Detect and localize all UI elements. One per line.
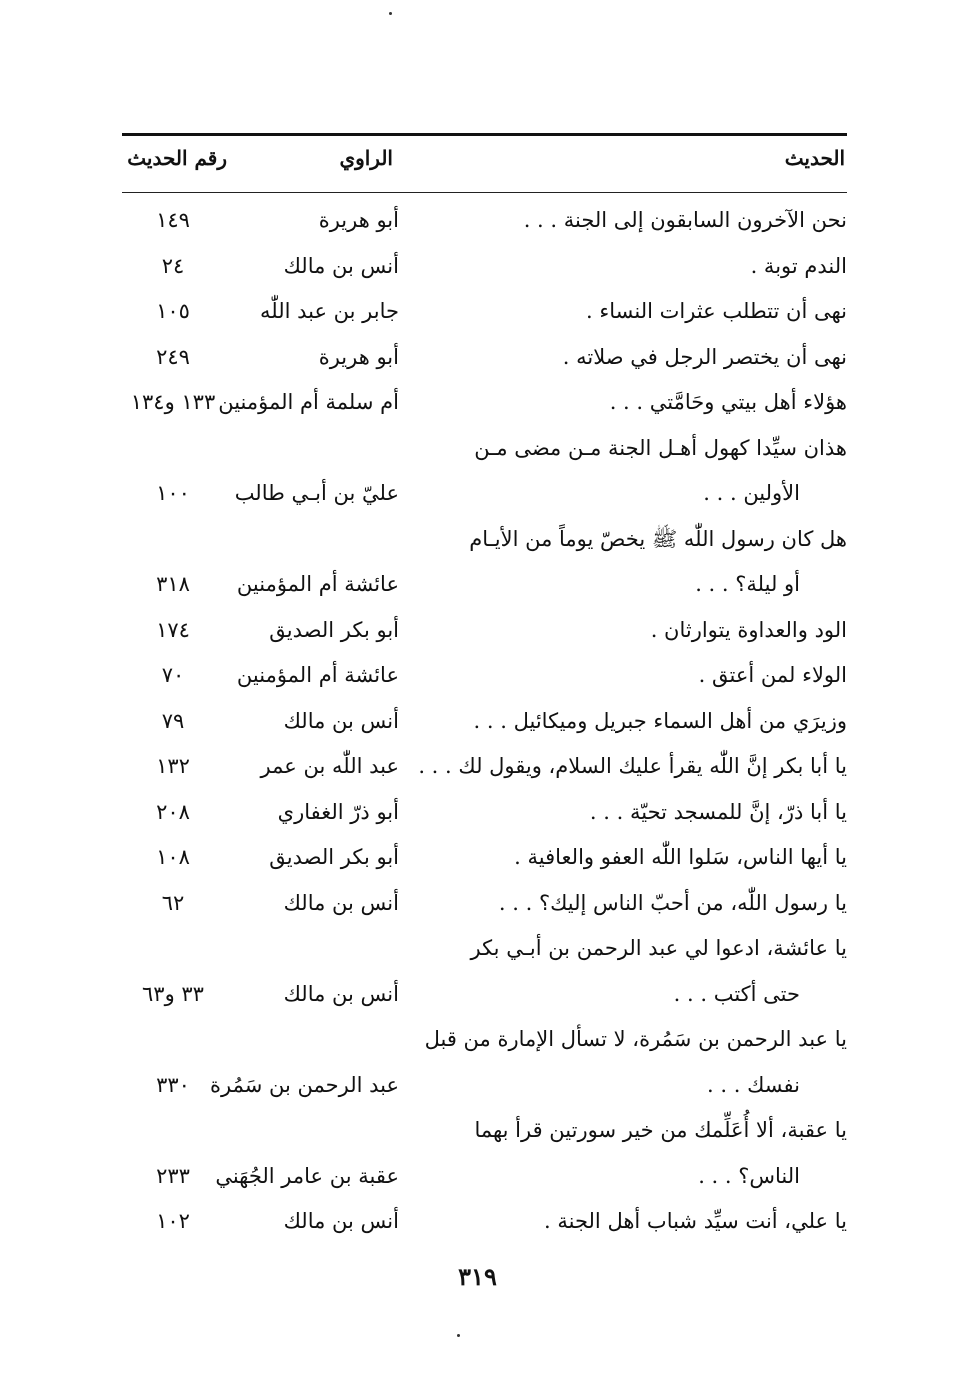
narrator: أنس بن مالك <box>283 890 399 915</box>
hadith-text: الناس؟ . . . <box>698 1163 800 1188</box>
hadith-text: حتى أكتب . . . <box>673 981 800 1006</box>
bottom-speck <box>457 1334 460 1337</box>
hadith-text: نحن الآخرون السابقون إلى الجنة . . . <box>523 208 847 232</box>
table-row <box>0 198 955 244</box>
hadith-number: ١٠٠ <box>156 481 190 505</box>
hadith-text: الولاء لمن أعتق . <box>698 663 847 687</box>
narrator: أم سلمة أم المؤمنين <box>218 390 399 414</box>
narrator: عبد اللّٰه بن عمر <box>260 754 399 778</box>
hadith-text: يا رسول اللّٰه، من أحبّ الناس إليك؟ . . . <box>498 890 847 915</box>
narrator: عائشة أم المؤمنين <box>236 663 399 687</box>
table-row <box>0 1017 955 1063</box>
hadith-text: الندم توبة . <box>750 253 847 278</box>
narrator: أنس بن مالك <box>283 1209 399 1233</box>
narrator: أنس بن مالك <box>283 253 399 278</box>
hadith-number: ٧٩ <box>161 708 185 733</box>
hadith-text: هؤلاء أهل بيتي وحَامَّتي . . . <box>609 390 847 414</box>
table-row <box>0 1063 955 1109</box>
table-row <box>0 289 955 335</box>
table-row <box>0 699 955 745</box>
hadith-number: ٣١٨ <box>156 572 190 596</box>
hadith-text: أو ليلة؟ . . . <box>695 572 800 596</box>
hadith-number: ٢٤ <box>161 253 185 278</box>
table-row <box>0 926 955 972</box>
narrator: أبو هريرة <box>318 344 399 369</box>
hadith-number: ٢٠٨ <box>156 799 190 824</box>
hadith-text: يا أبا ذرّ، إنَّ للمسجد تحيّة . . . <box>589 799 847 824</box>
page-number: ٣١٩ <box>458 1262 497 1291</box>
narrator: جابر بن عبد اللّٰه <box>259 299 399 323</box>
hadith-number: ١٣٢ <box>156 754 190 778</box>
hadith-index-table <box>0 198 955 1245</box>
hadith-number: ٣٣ و٦٣ <box>142 981 204 1006</box>
table-row <box>0 1154 955 1200</box>
table-row <box>0 653 955 699</box>
hadith-text: يا أيها الناس، سَلوا اللّٰه العفو والعافية . <box>514 845 847 869</box>
narrator: عبد الرحمن بن سَمُرة <box>210 1072 399 1097</box>
hadith-text: نهى أن يختصر الرجل في صلاته . <box>562 344 847 369</box>
table-row <box>0 1199 955 1245</box>
hadith-number: ١٠٥ <box>156 299 190 323</box>
table-row <box>0 380 955 426</box>
table-row <box>0 471 955 517</box>
hadith-number: ٧٠ <box>161 663 185 687</box>
table-row <box>0 562 955 608</box>
hadith-number: ٢٤٩ <box>156 344 190 369</box>
hadith-number: ٢٣٣ <box>156 1163 190 1188</box>
hadith-text: يا عقبة، ألا أُعَلِّمك من خير سورتين قرأ بهما <box>474 1118 847 1142</box>
hadith-number: ١٤٩ <box>156 208 190 232</box>
header-hadith: الحديث <box>784 146 845 170</box>
table-row <box>0 517 955 563</box>
hadith-number: ١٧٤ <box>156 617 190 642</box>
table-row <box>0 881 955 927</box>
narrator: عليّ بن أبـي طالب <box>234 481 399 505</box>
hadith-number: ١٣٣ و١٣٤ <box>130 390 216 414</box>
narrator: أبو بكر الصديق <box>269 617 399 642</box>
hadith-text: نهى أن تتطلب عثرات النساء . <box>586 299 847 323</box>
table-row <box>0 426 955 472</box>
header-hadith-number: رقم الحديث <box>127 146 227 170</box>
table-row <box>0 744 955 790</box>
hadith-text: الأولين . . . <box>703 481 800 505</box>
table-header-rule <box>122 192 847 193</box>
narrator: عقبة بن عامر الجُهَني <box>215 1163 399 1188</box>
narrator: أنس بن مالك <box>283 981 399 1006</box>
hadith-text: الود والعداوة يتوارثان . <box>650 617 847 642</box>
narrator: عائشة أم المؤمنين <box>236 572 399 596</box>
table-top-rule <box>122 133 847 136</box>
hadith-text: هل كان رسول اللّٰه ﷺ يخصّ يوماً من الأيـام <box>469 526 847 551</box>
hadith-number: ٦٢ <box>161 890 185 915</box>
hadith-text: يا علي، أنت سيِّد شباب أهل الجنة . <box>544 1209 847 1233</box>
table-row <box>0 835 955 881</box>
hadith-text: يا عبد الرحمن بن سَمُرة، لا تسأل الإمارة من قبل <box>424 1027 847 1051</box>
narrator: أبو ذرّ الغفاري <box>277 799 399 824</box>
table-row <box>0 1108 955 1154</box>
table-row <box>0 972 955 1018</box>
narrator: أنس بن مالك <box>283 708 399 733</box>
narrator: أبو بكر الصديق <box>269 845 399 869</box>
table-row <box>0 335 955 381</box>
hadith-number: ٣٣٠ <box>156 1072 190 1097</box>
hadith-text: يا عائشة، ادعوا لي عبد الرحمن بن أبـي بكر <box>470 936 847 960</box>
header-narrator: الراوي <box>339 146 393 170</box>
hadith-text: نفسك . . . <box>707 1072 800 1097</box>
hadith-text: وزيرَي من أهل السماء جبريل وميكائيل . . . <box>473 708 847 733</box>
narrator: أبو هريرة <box>318 208 399 232</box>
hadith-text: هذان سيِّدا كهول أهـل الجنة مـن مضى مـن <box>474 435 847 460</box>
table-row <box>0 244 955 290</box>
hadith-number: ١٠٨ <box>156 845 190 869</box>
top-speck <box>389 12 392 15</box>
table-row <box>0 790 955 836</box>
table-row <box>0 608 955 654</box>
hadith-text: يا أبا بكر إنَّ اللّٰه يقرأ عليك السلام، ويقول لك . . . <box>418 754 847 778</box>
hadith-number: ١٠٢ <box>156 1209 190 1233</box>
